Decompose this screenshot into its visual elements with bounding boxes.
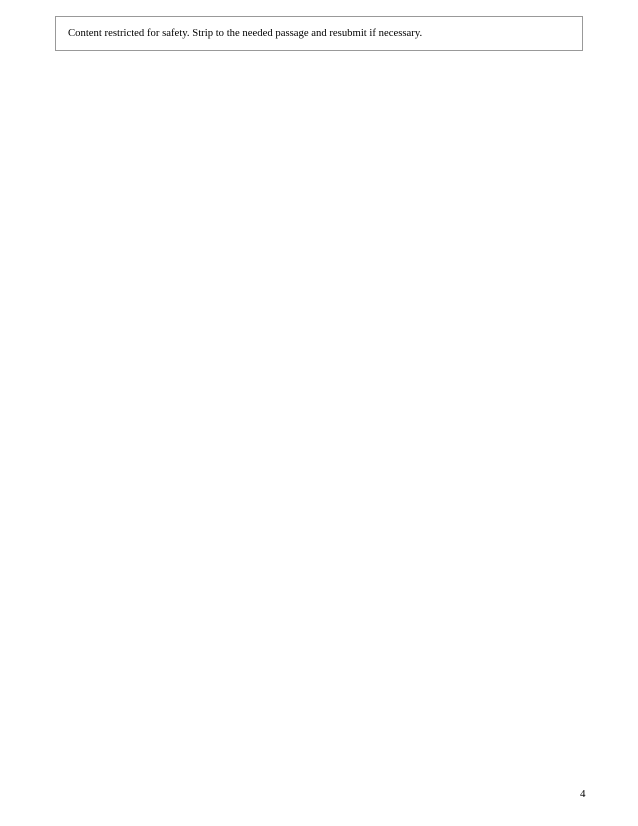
notice: Content restricted for safety. Strip to the needed passage and resubmit if necessary.	[55, 16, 583, 51]
document-page	[55, 16, 583, 51]
page-number: 4	[580, 788, 586, 800]
